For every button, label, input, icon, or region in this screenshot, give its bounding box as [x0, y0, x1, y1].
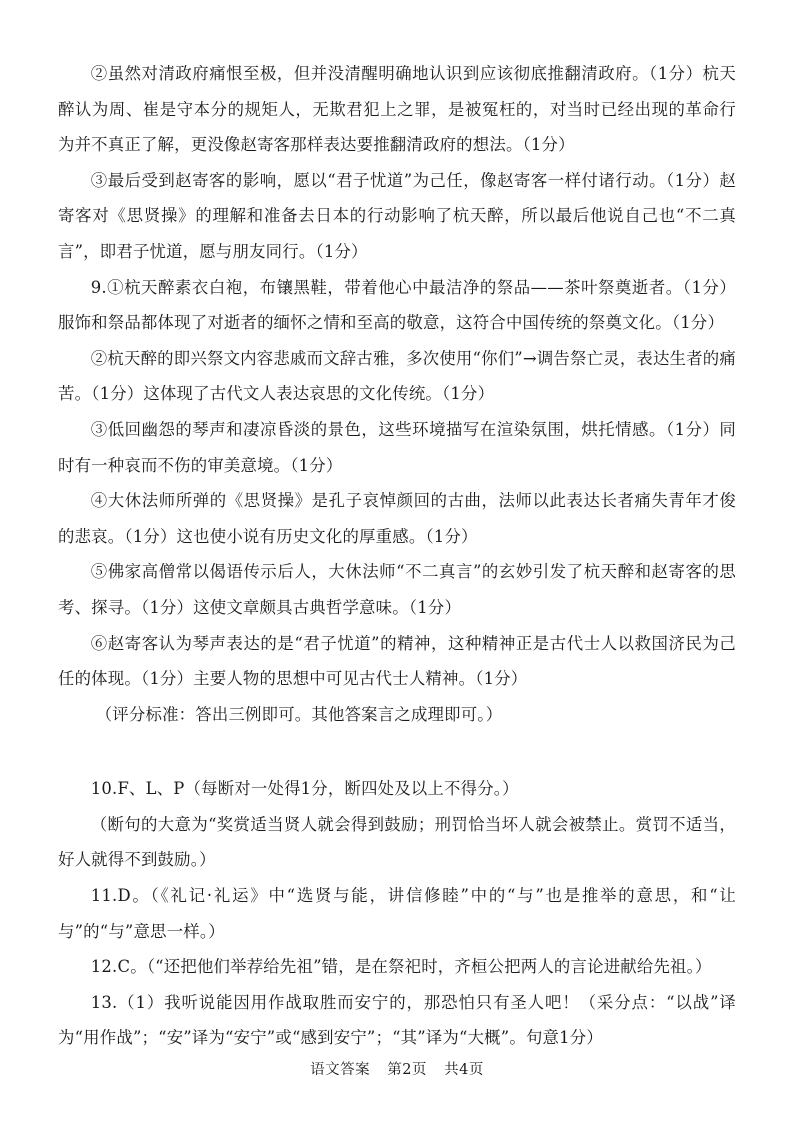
answer-paragraph-8-3: ③最后受到赵寄客的影响，愿以“君子忧道”为己任，像赵寄客一样付诸行动。（1分）赵寄客对《思贤操》的理解和准备去日本的行动影响了杭天醉，所以最后他说自己也“不二真言”，即君子忧道，愿与朋友同行。（1分）	[58, 170, 736, 261]
answer-paragraph-9-5: ⑤佛家高僧常以偈语传示后人，大休法师“不二真言”的玄妙引发了杭天醉和赵寄客的思考、探寻。（1分）这使文章颇具古典哲学意味。（1分）	[58, 562, 736, 617]
answer-paragraph-8-2: ②虽然对清政府痛恨至极，但并没清醒明确地认识到应该彻底推翻清政府。（1分）杭天醉认为周、崔是守本分的规矩人，无欺君犯上之罪，是被冤枉的，对当时已经出现的革命行为并不真正了解，更没像赵寄客那样表达要推翻清政府的想法。（1分）	[58, 64, 736, 155]
section-gap	[58, 732, 736, 771]
answer-paragraph-10: 10.F、L、P（每断对一处得1分，断四处及以上不得分。）	[90, 779, 519, 799]
answer-paragraph-13: 13.（1）我听说能因用作战取胜而安宁的，那恐怕只有圣人吧！（采分点：“以战”译为“用作战”；“安”译为“安宁”或“感到安宁”；“其”译为“大概”。句意1分）	[58, 992, 736, 1048]
answer-paragraph-9-2: ②杭天醉的即兴祭文内容悲戚而文辞古雅，多次使用“你们”→调告祭亡灵，表达生者的痛苦。（1分）这体现了古代文人表达哀思的文化传统。（1分）	[58, 348, 736, 404]
footer-total-pages: 共4页	[444, 1062, 484, 1078]
answer-paragraph-9-6: ⑥赵寄客认为琴声表达的是“君子忧道”的精神，这种精神正是古代士人以救国济民为己任的体现。（1分）主要人物的思想中可见古代士人精神。（1分）	[58, 633, 736, 689]
answer-paragraph-9-3: ③低回幽怨的琴声和凄凉昏淡的景色，这些环境描写在渲染氛围，烘托情感。（1分）同时有一种哀而不伤的审美意境。（1分）	[58, 419, 736, 475]
page-footer	[0, 1058, 794, 1079]
answer-paragraph-12: 12.C。（“还把他们举荐给先祖”错，是在祭祀时，齐桓公把两人的言论进献给先祖。）	[90, 957, 712, 977]
answer-paragraph-9-4: ④大休法师所弹的《思贤操》是孔子哀悼颜回的古曲，法师以此表达长者痛失青年才俊的悲哀。（1分）这也使小说有历史文化的厚重感。（1分）	[58, 491, 736, 546]
scoring-note: （评分标准：答出三例即可。其他答案言之成理即可。）	[95, 704, 503, 724]
footer-page-number: 第2页	[387, 1062, 427, 1078]
answer-paragraph-9-1: 9.①杭天醉素衣白袍，布镶黑鞋，带着他心中最洁净的祭品——茶叶祭奠逝者。（1分）服饰和祭品都体现了对逝者的缅怀之情和至高的敬意，这符合中国传统的祭奠文化。（1分）	[58, 277, 736, 333]
answer-paragraph-11: 11.D。（《礼记·礼运》中“选贤与能，讲信修睦”中的“与”也是推举的意思，和“让与”的“与”意思一样。）	[58, 886, 736, 941]
footer-subject: 语文答案	[310, 1062, 371, 1078]
answer-paragraph-10-note: （断句的大意为“奖赏适当贤人就会得到鼓励；刑罚恰当坏人就会被禁止。赏罚不适当，好人就得不到鼓励。）	[58, 814, 736, 870]
